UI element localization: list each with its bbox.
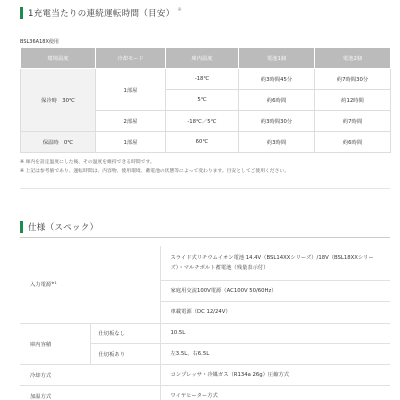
runtime-table [20, 47, 391, 153]
mode-cell: 1部屋 [96, 132, 166, 153]
mode-cell: 1部屋 [96, 69, 166, 111]
section-divider [20, 188, 390, 189]
spec-row-heating [20, 385, 390, 400]
spec-value-power-dc: 車載電源（DC 12/24V） [160, 301, 390, 323]
temp-cell: -18℃／5℃ [166, 111, 239, 132]
env-cell: 保冷時 30℃ [21, 69, 96, 132]
header-battery-2: 電池2個 [315, 48, 391, 69]
spec-value-with-divider: 左3.5L、右6.5L [160, 343, 390, 364]
table-row [21, 132, 391, 153]
header-inside-temp: 庫内温度 [166, 48, 239, 69]
runtime-table-header [21, 48, 391, 69]
spec-row-power [20, 246, 390, 280]
battery1-cell: 約3時間30分 [239, 111, 315, 132]
runtime-section-header [20, 6, 390, 20]
spec-label-cooling: 冷却方式 [20, 364, 160, 385]
footnote-1: ※ 庫内を設定温度にした後、その温度を維持できる時間です。 [20, 160, 155, 165]
temp-cell: 5℃ [166, 90, 239, 111]
spec-sub-with-divider: 仕切板あり [90, 343, 160, 364]
spec-table [20, 246, 390, 400]
runtime-section-title: 1充電当たりの連続運転時間（目安） [28, 9, 175, 19]
battery2-cell: 約6時間 [315, 132, 391, 153]
runtime-footnotes [20, 158, 385, 176]
battery2-cell: 約7時間 [315, 111, 391, 132]
spec-value-heating: ワイヤヒーター方式 [160, 385, 390, 400]
spec-row-cooling [20, 364, 390, 385]
spec-value-no-divider: 10.5L [160, 323, 390, 343]
battery1-cell: 約6時間 [239, 90, 315, 111]
spec-label-power-text: 入力電源 [30, 282, 52, 289]
spec-header-rule [20, 237, 390, 238]
heading-accent-bar [20, 221, 23, 233]
spec-value-power-battery: スライド式リチウムイオン電池 14.4V（BSL14XXシリーズ）/18V（BSL18XXシリーズ）・マルチボルト蓄電池（残量表示付） [160, 246, 390, 280]
heading-accent-bar [20, 7, 23, 19]
runtime-title-mark: ※ [177, 7, 182, 13]
spec-label-heating: 加温方式 [20, 385, 160, 400]
temp-cell: -18℃ [166, 69, 239, 90]
battery2-cell: 約7時間30分 [315, 69, 391, 90]
footnote-2: ※ 上記は参考値であり、運転時間は、内容物、使用環境、蓄電池の状態等によって変わります。目安としてご使用ください。 [20, 169, 289, 174]
battery1-cell: 約3時間45分 [239, 69, 315, 90]
mode-cell: 2部屋 [96, 111, 166, 132]
spec-row-capacity [20, 323, 390, 343]
header-env-temp: 環境温度 [21, 48, 96, 69]
spec-section-title: 仕様（スペック） [28, 223, 99, 233]
header-battery-1: 電池1個 [239, 48, 315, 69]
spec-value-power-ac: 家庭用交流100V電源（AC100V 50/60Hz） [160, 280, 390, 301]
temp-cell: 60℃ [166, 132, 239, 153]
spec-sub-no-divider: 仕切板なし [90, 323, 160, 343]
spec-label-power-note: ※1 [51, 280, 57, 286]
battery1-cell: 約3時間 [239, 132, 315, 153]
spec-label-power [20, 246, 160, 323]
model-note: BSL36A18X使用 [20, 39, 59, 45]
env-cell: 保温時 0℃ [21, 132, 96, 153]
header-cool-mode: 冷却モード [96, 48, 166, 69]
table-row [21, 69, 391, 90]
spec-section-header [20, 220, 390, 234]
battery2-cell: 約12時間 [315, 90, 391, 111]
spec-label-capacity: 庫内容積 [20, 323, 90, 364]
spec-value-cooling: コンプレッサ・冷媒ガス（R134a 26g）圧縮方式 [160, 364, 390, 385]
